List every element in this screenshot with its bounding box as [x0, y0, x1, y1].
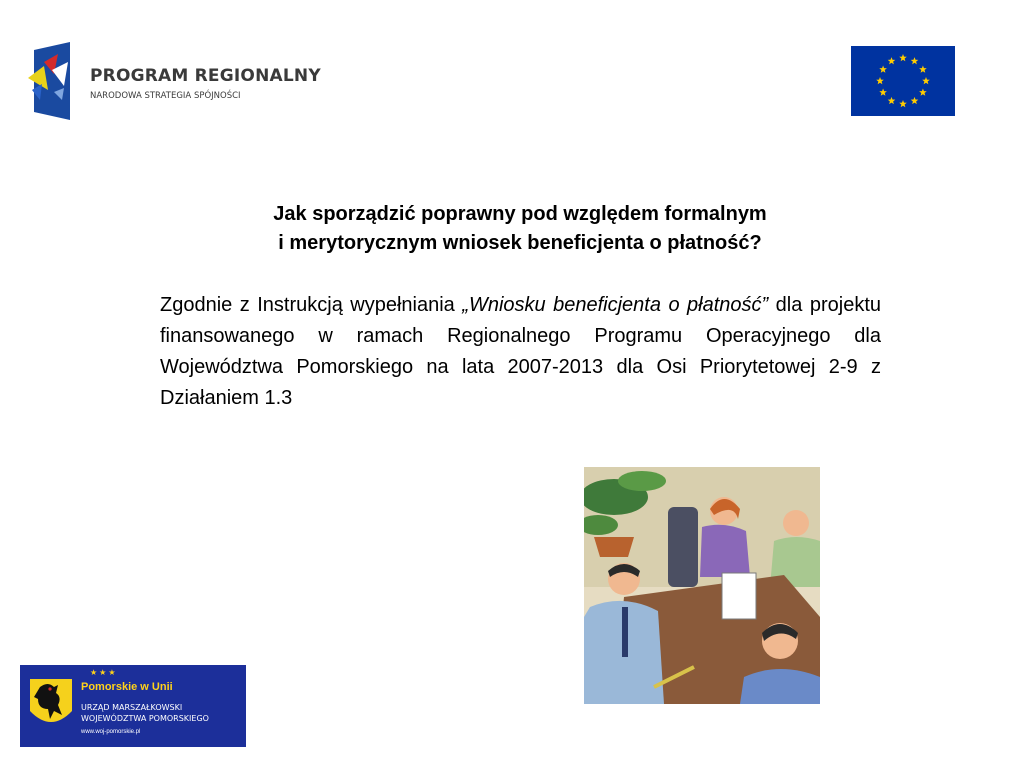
pomorskie-office-line-1: URZĄD MARSZAŁKOWSKI: [81, 703, 183, 712]
pomorskie-title: Pomorskie w Unii: [81, 681, 173, 693]
title-line-2: i merytorycznym wniosek beneficjenta o płatność?: [278, 232, 762, 254]
pomorskie-griffin-icon: [28, 675, 74, 735]
eu-flag-icon: [851, 46, 955, 116]
program-subtitle: NARODOWA STRATEGIA SPÓJNOŚCI: [90, 91, 241, 101]
program-name: PROGRAM REGIONALNY: [90, 66, 321, 86]
pomorskie-w-unii-logo: [20, 665, 246, 747]
pomorskie-office-line-2: WOJEWÓDZTWA POMORSKIEGO: [81, 714, 209, 723]
program-regionalny-emblem-icon: [24, 40, 84, 122]
program-regionalny-logo: [24, 40, 334, 122]
body-intro: Zgodnie z Instrukcją wypełniania: [160, 294, 463, 316]
body-italic-doc-name: „Wniosku beneficjenta o płatność”: [462, 294, 769, 316]
pomorskie-stars-icon: ★★★: [90, 668, 118, 677]
slide-title: [150, 200, 890, 258]
body-rest: dla projektu finansowanego w ramach Regionalnego Programu Operacyjnego dla Województwa Pomorskiego na lata 2007-2013 dla Osi Priorytetowej 2-9 z Działaniem 1.3: [160, 294, 881, 409]
slide-body: [160, 290, 881, 414]
office-meeting-clipart: [584, 467, 820, 704]
pomorskie-url: www.woj-pomorskie.pl: [81, 729, 141, 735]
title-line-1: Jak sporządzić poprawny pod względem formalnym: [273, 203, 767, 225]
